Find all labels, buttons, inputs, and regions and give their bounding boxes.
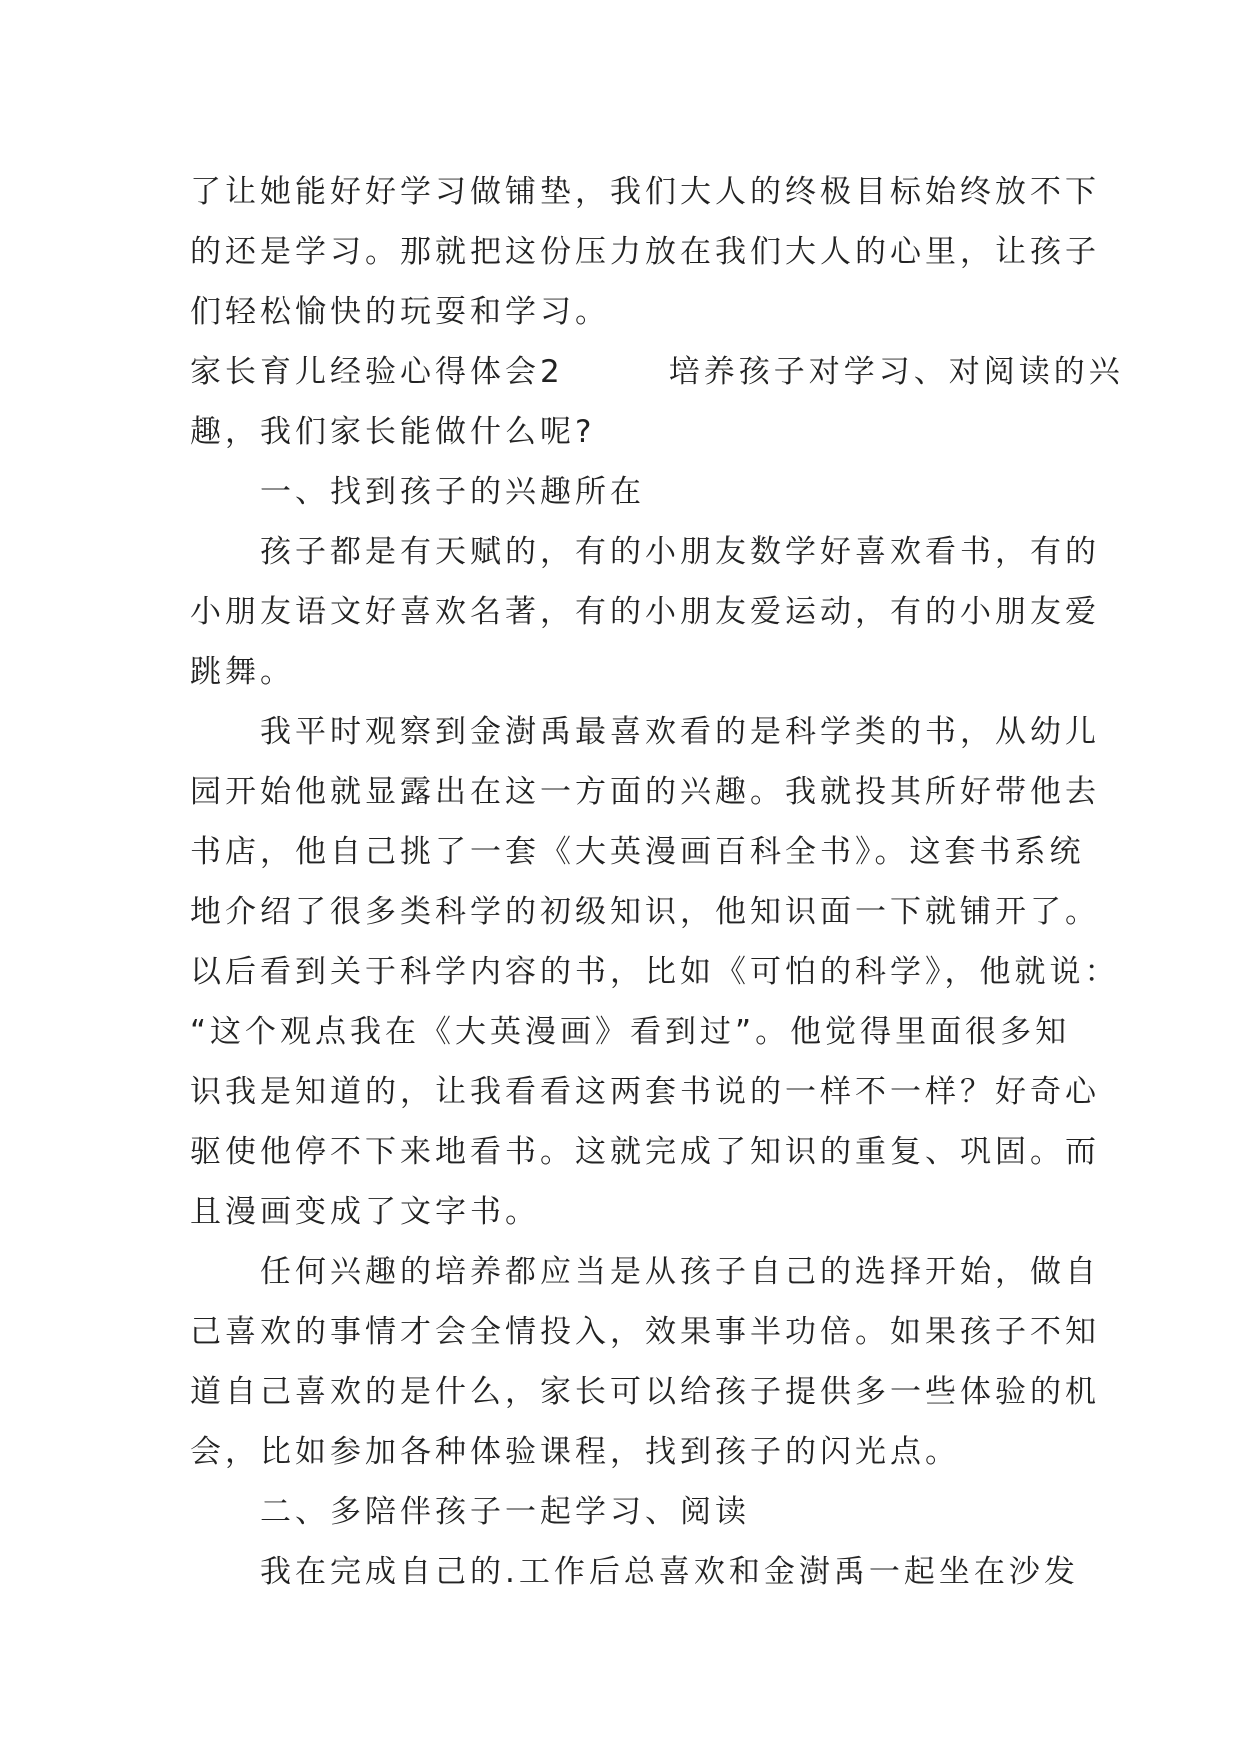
text-line: 趣，我们家长能做什么呢? <box>190 414 596 450</box>
text-line: 孩子都是有天赋的，有的小朋友数学好喜欢看书，有的 <box>190 534 1100 570</box>
text-line: 园开始他就显露出在这一方面的兴趣。我就投其所好带他去 <box>190 774 1100 810</box>
text-line: 们轻松愉快的玩耍和学习。 <box>190 294 610 330</box>
text-line: 己喜欢的事情才会全情投入，效果事半功倍。如果孩子不知 <box>190 1314 1100 1350</box>
text-line: 任何兴趣的培养都应当是从孩子自己的选择开始，做自 <box>190 1254 1100 1290</box>
text-line: 书店，他自己挑了一套《大英漫画百科全书》。这套书系统 <box>190 834 1085 870</box>
text-line: 地介绍了很多类科学的初级知识，他知识面一下就铺开了。 <box>190 894 1100 930</box>
text-line: 且漫画变成了文字书。 <box>190 1194 540 1230</box>
text-line: 会，比如参加各种体验课程，找到孩子的闪光点。 <box>190 1434 960 1470</box>
text-line: “这个观点我在《大英漫画》看到过”。他觉得里面很多知 <box>190 1014 1071 1050</box>
text-line: 驱使他停不下来地看书。这就完成了知识的重复、巩固。而 <box>190 1134 1100 1170</box>
text-line: 了让她能好好学习做铺垫，我们大人的终极目标始终放不下 <box>190 174 1100 210</box>
text-line: 的还是学习。那就把这份压力放在我们大人的心里，让孩子 <box>190 234 1100 270</box>
text-line: 我在完成自己的.工作后总喜欢和金澍禹一起坐在沙发 <box>190 1554 1079 1590</box>
subheading-2: 二、多陪伴孩子一起学习、阅读 <box>190 1494 750 1530</box>
text-line: 跳舞。 <box>190 654 295 690</box>
section-heading-line: 家长育儿经验心得体会2 培养孩子对学习、对阅读的兴 <box>190 354 1124 390</box>
text-line: 识我是知道的，让我看看这两套书说的一样不一样？好奇心 <box>190 1074 1100 1110</box>
text-line: 我平时观察到金澍禹最喜欢看的是科学类的书，从幼儿 <box>190 714 1100 750</box>
subheading-1: 一、找到孩子的兴趣所在 <box>190 474 645 510</box>
text-line: 以后看到关于科学内容的书，比如《可怕的科学》，他就说： <box>190 954 1120 990</box>
text-line: 小朋友语文好喜欢名著，有的小朋友爱运动，有的小朋友爱 <box>190 594 1100 630</box>
text-line: 道自己喜欢的是什么，家长可以给孩子提供多一些体验的机 <box>190 1374 1100 1410</box>
